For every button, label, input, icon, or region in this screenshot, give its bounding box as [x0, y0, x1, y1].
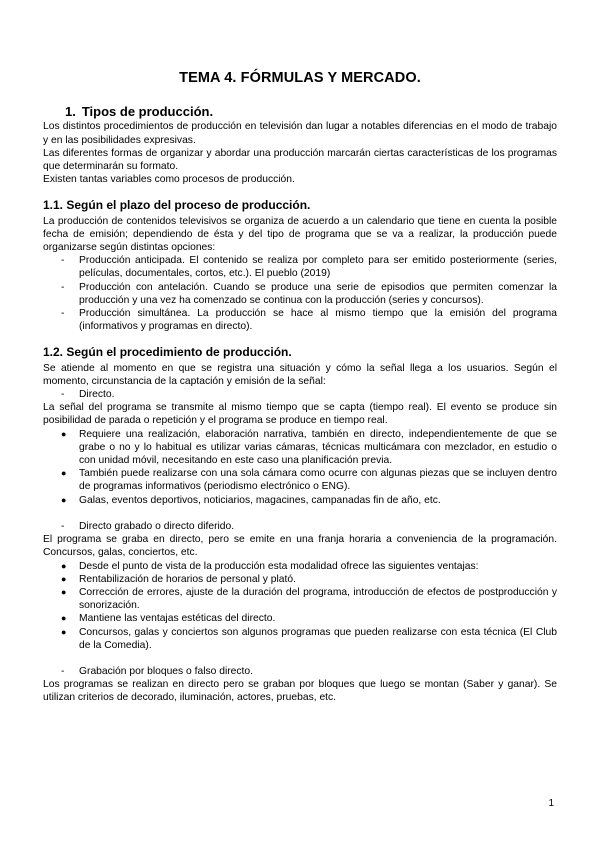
section-1-1-heading: 1.1. Según el plazo del proceso de producción.	[43, 198, 311, 213]
bloques-paragraph: Los programas se realizan en directo pero se graban por bloques que luego se montan (Saber y ganar). Se utilizan criterios de decorado, iluminación, actores, pruebas, etc.	[43, 679, 557, 704]
bullet-marker: ●	[61, 494, 67, 505]
list-item: - Directo.	[61, 389, 115, 401]
document-body	[43, 68, 557, 705]
diferido-label-list	[43, 520, 557, 533]
section-1-title: Tipos de producción.	[81, 104, 214, 120]
section-1-1-list	[43, 254, 557, 333]
list-item: ● Galas, eventos deportivos, noticiarios, magacines, campanadas fin de año, etc.	[61, 494, 441, 506]
section-1-paragraph: Las diferentes formas de organizar y abordar una producción marcarán ciertas características de los programas que determinarán su formato.	[43, 147, 557, 173]
bullet-marker: ●	[61, 626, 67, 637]
section-1-2-heading: 1.2. Según el procedimiento de producción.	[43, 345, 292, 360]
directo-label-list	[43, 388, 557, 401]
list-item: ● Corrección de errores, ajuste de la duración del programa, introducción de efectos de postproducción y sonorización.	[61, 586, 557, 612]
diferido-bullets	[43, 560, 557, 652]
diferido-paragraph: El programa se graba en directo, pero se emite en una franja horaria a conveniencia de la programación. Concursos, galas, conciertos, etc.	[43, 534, 557, 559]
directo-bullets	[43, 428, 557, 507]
dash-marker: -	[61, 281, 65, 293]
bloques-label-list	[43, 665, 557, 678]
section-1-paragraph: Los distintos procedimientos de producción en televisión dan lugar a notables diferencias en el modo de trabajo y en las posibilidades expresivas.	[43, 121, 557, 146]
bullet-marker: ●	[61, 573, 67, 584]
list-item: - Directo grabado o directo diferido.	[61, 520, 235, 532]
document-title: TEMA 4. FÓRMULAS Y MERCADO.	[179, 70, 421, 86]
dash-marker: -	[61, 520, 65, 532]
bullet-marker: ●	[61, 428, 67, 439]
section-1-1-intro: La producción de contenidos televisivos se organiza de acuerdo a un calendario que tiene en cuenta la posible fecha de emisión; dependiendo de ésta y del tipo de programa que se va a realizar, la producción puede organizarse según distintas opciones:	[43, 215, 557, 254]
list-item: ● Concursos, galas y conciertos son algunos programas que pueden realizarse con esta técnica (El Club de la Comedia).	[61, 626, 557, 651]
dash-marker: -	[61, 665, 65, 677]
bullet-marker: ●	[61, 468, 67, 479]
list-item: - Grabación por bloques o falso directo.	[61, 665, 254, 677]
directo-paragraph: La señal del programa se transmite al mismo tiempo que se capta (tiempo real). El evento se produce sin posibilidad de parada o repetición y el programa se produce en tiempo real.	[43, 402, 557, 427]
list-item: - Producción anticipada. El contenido se realiza por completo para ser emitido posteriormente (series, películas, documentales, cortos, etc.). El pueblo (2019)	[61, 255, 557, 280]
section-1-heading	[65, 105, 557, 118]
list-item: ● Mantiene las ventajas estéticas del directo.	[61, 613, 276, 625]
bullet-marker: ●	[61, 560, 67, 571]
list-item: - Producción con antelación. Cuando se produce una serie de episodios que permiten comenzar la producción y una vez ha comenzado se continua con la producción (series y concursos).	[61, 281, 557, 306]
list-item: ● Rentabilización de horarios de personal y plató.	[61, 573, 296, 585]
bullet-marker: ●	[61, 613, 67, 624]
list-item: ● Requiere una realización, elaboración narrativa, también en directo, independientemente de que se grabe o no y lo habitual es utilizar varias cámaras, técnicas multicámara con mezclador, en estudio o con unidad móvil, necesitando en este caso una planificación previa.	[61, 428, 557, 467]
dash-marker: -	[61, 308, 65, 320]
bullet-marker: ●	[61, 586, 67, 597]
list-item: ● También puede realizarse con una sola cámara como ocurre con algunas piezas que se incluyen dentro de programas informativos (periodismo electrónico o ENG).	[61, 468, 557, 493]
section-1-paragraph: Existen tantas variables como procesos de producción.	[43, 174, 295, 186]
section-1-2-intro: Se atiende al momento en que se registra una situación y cómo la señal llega a los usuarios. Según el momento, circunstancia de la captación y emisión de la señal:	[43, 362, 557, 387]
section-1-number: 1.	[65, 104, 76, 120]
dash-marker: -	[61, 389, 65, 401]
list-item: - Producción simultánea. La producción se hace al mismo tiempo que la emisión del programa (informativos y programas en directo).	[61, 308, 557, 333]
page-number: 1	[548, 798, 554, 809]
dash-marker: -	[61, 255, 65, 267]
list-item: ● Desde el punto de vista de la producción esta modalidad ofrece las siguientes ventajas:	[61, 560, 479, 572]
